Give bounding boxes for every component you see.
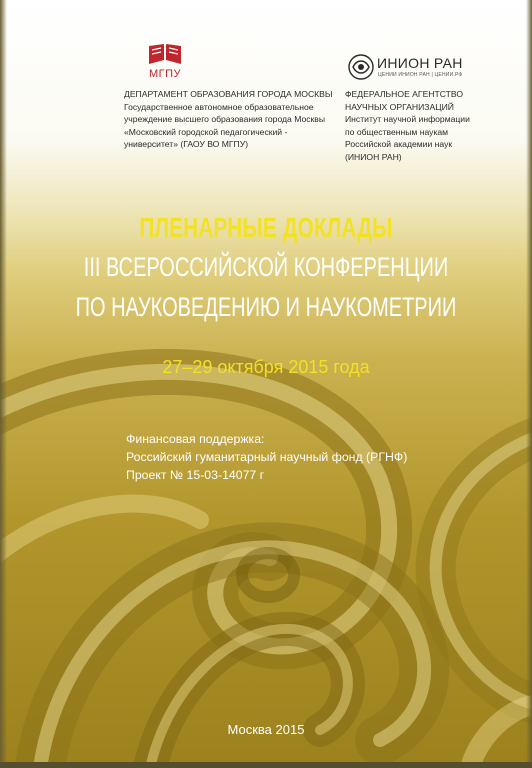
funding-block bbox=[126, 430, 407, 484]
title-line-3: ПО НАУКОВЕДЕНИЮ И НАУКОМЕТРИИ bbox=[75, 292, 457, 322]
inion-tagline: ЦЕНИИ ИНИОН РАН | ЦЕНИИ.РФ bbox=[378, 72, 463, 78]
cover-edge-right bbox=[526, 0, 532, 768]
cover-edge-bottom bbox=[0, 762, 532, 768]
cover-edge-left bbox=[0, 0, 7, 768]
mgpu-abbreviation: МГПУ bbox=[148, 68, 181, 80]
inion-logo bbox=[347, 53, 497, 83]
publisher-block-left bbox=[124, 88, 333, 151]
funding-line: Проект № 15-03-14077 г bbox=[126, 468, 265, 482]
inion-name: ИНИОН РАН bbox=[377, 55, 463, 71]
org-left-line: университет» (ГАОУ ВО МГПУ) bbox=[124, 139, 249, 150]
imprint-city-year: Москва 2015 bbox=[227, 722, 305, 737]
org-right-line: (ИНИОН РАН) bbox=[345, 151, 402, 162]
org-right-line: НАУЧНЫХ ОРГАНИЗАЦИЙ bbox=[345, 101, 454, 112]
org-right-line: ФЕДЕРАЛЬНОЕ АГЕНТСТВО bbox=[345, 89, 464, 99]
org-right-line: Российской академии наук bbox=[345, 139, 453, 150]
org-right-line: Институт научной информации bbox=[345, 114, 470, 125]
funding-line: Финансовая поддержка: bbox=[126, 432, 265, 446]
org-right-line: по общественным наукам bbox=[345, 126, 449, 137]
book-emblem-icon bbox=[139, 42, 191, 68]
inion-emblem-icon bbox=[347, 53, 375, 81]
mgpu-logo bbox=[139, 42, 191, 82]
funding-line: Российский гуманитарный научный фонд (РГНФ) bbox=[126, 450, 408, 464]
title-line-2: III ВСЕРОССИЙСКОЙ КОНФЕРЕНЦИИ bbox=[83, 252, 449, 282]
org-left-line: ДЕПАРТАМЕНТ ОБРАЗОВАНИЯ ГОРОДА МОСКВЫ bbox=[124, 89, 333, 99]
org-left-line: учреждение высшего образования города Москвы bbox=[124, 114, 326, 125]
org-left-line: «Московский городской педагогический - bbox=[124, 126, 288, 137]
title-line-1: ПЛЕНАРНЫЕ ДОКЛАДЫ bbox=[139, 212, 393, 243]
org-left-line: Государственное автономное образовательное bbox=[124, 101, 314, 112]
publisher-block-right bbox=[345, 88, 505, 164]
conference-dates: 27–29 октября 2015 года bbox=[162, 357, 370, 377]
